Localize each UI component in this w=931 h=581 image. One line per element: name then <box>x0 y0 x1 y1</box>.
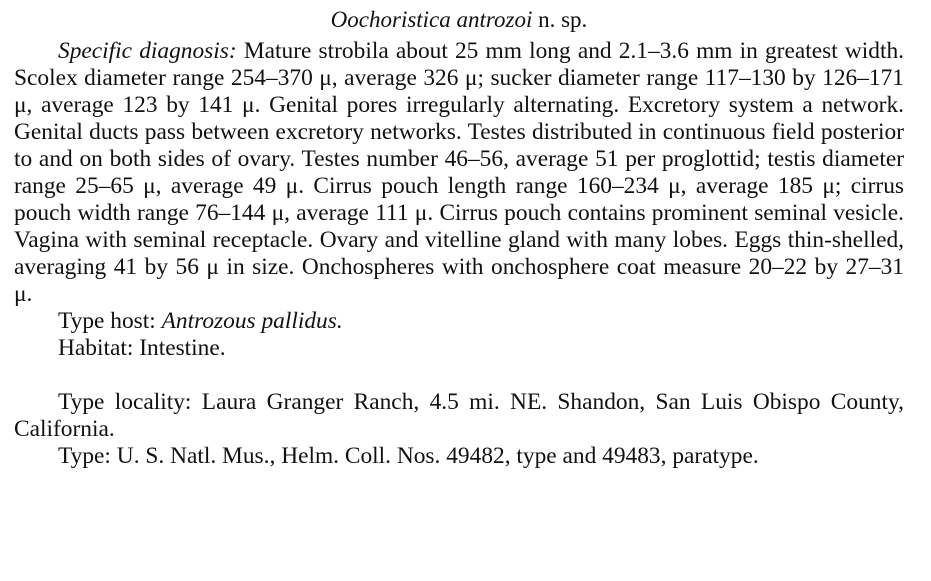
section-gap <box>14 362 904 389</box>
type-host-line <box>14 308 904 335</box>
type-host-label: Type host: <box>58 308 156 334</box>
type-specimen-paragraph <box>14 443 904 470</box>
document-page <box>14 6 904 470</box>
habitat-label: Habitat: <box>58 335 134 361</box>
diagnosis-text: Mature strobila about 25 mm long and 2.1–3.6 mm in greatest width. Scolex diameter range 254–370 μ, average 326 μ; sucker diameter range 117–130 by 126–171 μ, average 123 by 141 μ. Genital pores irregularly alternating. Excretory system a network. Genital ducts pass between excretory networks. Testes distributed in continuous field posterior to and on both sides of ovary. Testes number 46–56, average 51 per proglottid; testis diameter range 25–65 μ, average 49 μ. Cirrus pouch length range 160–234 μ, average 185 μ; cirrus pouch width range 76–144 μ, average 111 μ. Cirrus pouch contains prominent seminal vesicle. Vagina with seminal receptacle. Ovary and vitelline gland with many lobes. Eggs thin-shelled, averaging 41 by 56 μ in size. Onchospheres with onchosphere coat measure 20–22 by 27–31 μ. <box>14 38 904 307</box>
type-specimen-value: U. S. Natl. Mus., Helm. Coll. Nos. 49482, type and 49483, paratype. <box>116 443 759 469</box>
species-suffix: n. sp. <box>538 7 588 32</box>
species-title <box>14 6 904 34</box>
type-locality-paragraph <box>14 389 904 443</box>
type-host-value: Antrozous pallidus. <box>161 308 343 334</box>
habitat-value: Intestine. <box>139 335 226 361</box>
habitat-line <box>14 335 904 362</box>
specific-diagnosis-paragraph <box>14 38 904 308</box>
type-locality-label: Type locality: <box>58 389 192 415</box>
diagnosis-heading: Specific diagnosis: <box>58 38 237 64</box>
type-specimen-label: Type: <box>58 443 111 469</box>
species-name: Oochoristica antrozoi <box>330 7 533 32</box>
type-locality-value: Laura Granger Ranch, 4.5 mi. NE. Shandon, San Luis Obispo County, California. <box>14 389 904 442</box>
